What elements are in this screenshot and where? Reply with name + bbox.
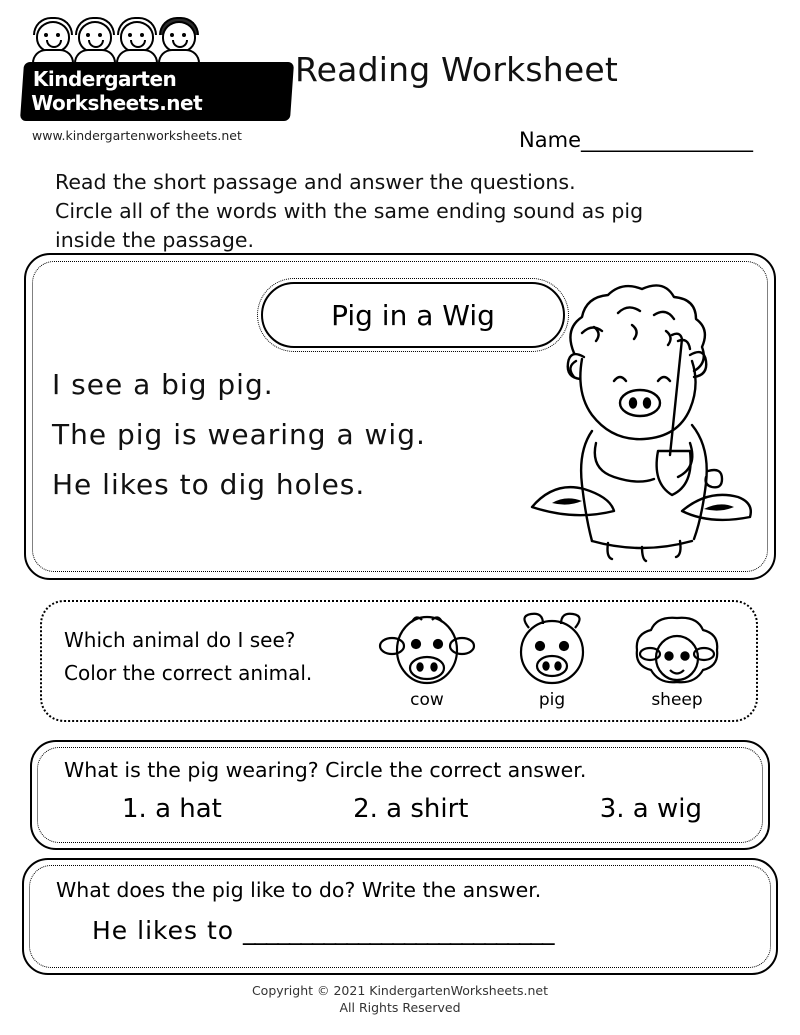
kids-illustration-icon xyxy=(30,18,292,60)
question-1-line-1: Which animal do I see? xyxy=(64,628,296,652)
question-1-box xyxy=(40,600,758,722)
page-footer xyxy=(0,982,800,1016)
question-2-choice-3[interactable]: 3. a wig xyxy=(599,794,702,824)
question-3-prompt: What does the pig like to do? Write the answer. xyxy=(56,878,542,902)
instructions xyxy=(55,168,755,255)
sheep-face-icon xyxy=(622,612,732,694)
animal-label-sheep: sheep xyxy=(651,690,703,710)
instruction-line-1: Read the short passage and answer the questions. xyxy=(55,170,576,194)
animal-choices xyxy=(372,612,752,717)
name-label: Name xyxy=(519,128,581,152)
name-blank[interactable]: __________________ xyxy=(581,128,752,152)
animal-choice-pig[interactable] xyxy=(497,612,607,710)
site-logo[interactable] xyxy=(22,18,292,143)
passage-title: Pig in a Wig xyxy=(331,298,495,332)
passage-line-1: I see a big pig. xyxy=(52,368,274,401)
cow-face-icon xyxy=(372,612,482,694)
question-3-answer-line[interactable] xyxy=(92,916,554,945)
instruction-line-2: Circle all of the words with the same ending sound as pig xyxy=(55,199,644,223)
question-3-answer-blank[interactable]: ___________________________ xyxy=(243,916,554,945)
rights-text: All Rights Reserved xyxy=(339,1000,461,1015)
logo-text-worksheets: Worksheets xyxy=(31,91,160,115)
pig-face-icon xyxy=(497,612,607,694)
passage-box xyxy=(24,253,776,580)
passage-title-bubble xyxy=(261,282,565,348)
site-url: www.kindergartenworksheets.net xyxy=(32,128,242,143)
question-3-box xyxy=(22,858,778,975)
animal-label-cow: cow xyxy=(410,690,444,710)
question-2-choices xyxy=(122,794,702,824)
animal-choice-sheep[interactable] xyxy=(622,612,732,710)
logo-wordmark xyxy=(20,62,294,121)
passage-line-2: The pig is wearing a wig. xyxy=(52,418,426,451)
animal-label-pig: pig xyxy=(538,690,566,710)
question-2-prompt: What is the pig wearing? Circle the correct answer. xyxy=(64,758,587,782)
page-title: Reading Worksheet xyxy=(295,50,619,89)
page-header xyxy=(0,0,800,152)
copyright-text: Copyright © 2021 KindergartenWorksheets.net xyxy=(251,983,549,998)
passage-line-3: He likes to dig holes. xyxy=(52,468,366,501)
question-2-box xyxy=(30,740,770,850)
logo-text-net: .net xyxy=(159,91,203,115)
question-1-line-2: Color the correct animal. xyxy=(64,661,313,685)
name-field[interactable] xyxy=(519,128,752,152)
question-2-choice-2[interactable]: 2. a shirt xyxy=(353,794,469,824)
question-2-choice-1[interactable]: 1. a hat xyxy=(122,794,222,824)
passage-text xyxy=(52,360,532,510)
instruction-line-3: inside the passage. xyxy=(55,228,255,252)
logo-text-kindergarten: Kindergarten xyxy=(32,67,177,91)
animal-choice-cow[interactable] xyxy=(372,612,482,710)
pig-with-wig-illustration-icon xyxy=(522,275,752,565)
question-1-prompt xyxy=(64,624,312,690)
question-3-answer-start: He likes to xyxy=(92,916,235,945)
